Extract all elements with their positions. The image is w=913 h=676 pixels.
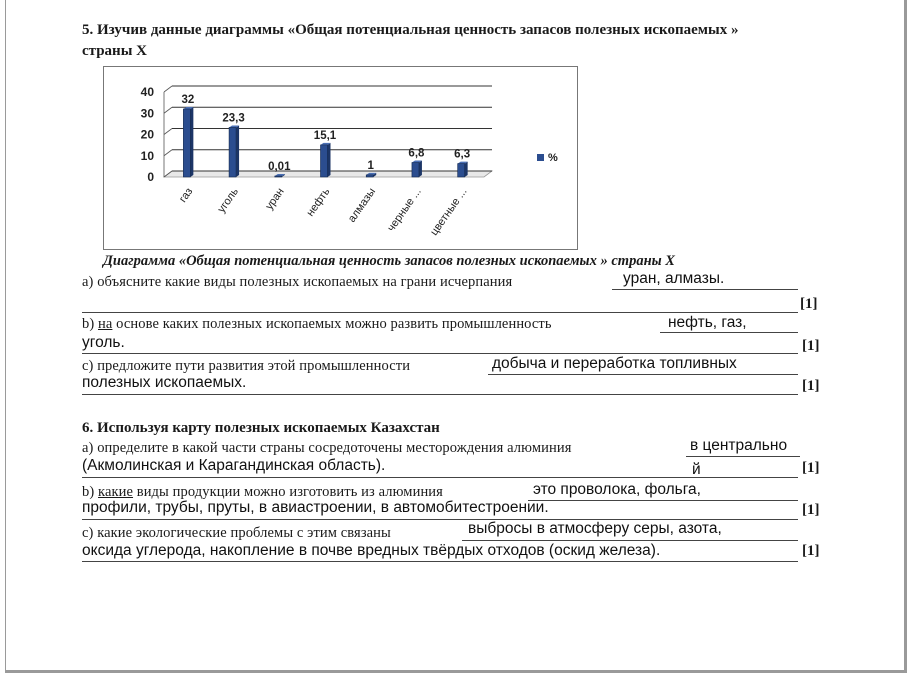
q6b-mark: [1] xyxy=(802,502,820,518)
bar-side xyxy=(236,125,239,177)
bar-side xyxy=(465,162,468,177)
x-tick-label: уголь xyxy=(215,185,242,216)
answer-line xyxy=(82,353,798,354)
legend-swatch xyxy=(537,154,544,161)
q6b-answer-2: профили, трубы, пруты, в авиастроении, в автомобитестроении. xyxy=(82,499,549,516)
q5c-answer-1: добыча и переработка топливных xyxy=(492,355,737,372)
data-label: 32 xyxy=(181,94,195,106)
q6c-mark: [1] xyxy=(802,543,820,559)
q6a-answer-2: (Акмолинская и Карагандинская область). xyxy=(82,457,386,474)
bar xyxy=(366,175,373,177)
q6b-rest: виды продукции можно изготовить из алюминия xyxy=(133,484,443,500)
bar-chart xyxy=(104,67,577,249)
q5b-mark: [1] xyxy=(802,338,820,354)
q5b-answer-2: уголь. xyxy=(82,334,125,351)
q5b-rest: основе каких полезных ископаемых можно развить промышленность xyxy=(112,316,552,332)
q6c-answer-2: оксида углерода, накопление в почве вредных твёрдых отходов (оскид железа). xyxy=(82,542,661,559)
q5b-prompt xyxy=(82,316,552,333)
q5b-answer-1: нефть, газ, xyxy=(668,314,747,331)
q5-title-line1: 5. Изучив данные диаграммы «Общая потенциальная ценность запасов полезных ископаемых » xyxy=(82,22,739,38)
q5b-prefix: b) xyxy=(82,316,99,332)
q6-title: 6. Используя карту полезных ископаемых Казахстан xyxy=(82,420,440,436)
gridline-side xyxy=(164,129,172,135)
y-tick-label: 20 xyxy=(140,127,154,142)
q6c-prompt: с) какие экологические проблемы с этим связаны xyxy=(82,525,391,541)
gridline-side xyxy=(164,86,172,92)
data-label: 6,8 xyxy=(408,147,425,160)
q5a-prompt: а) объясните какие виды полезных ископаемых на грани исчерпания xyxy=(82,274,513,290)
chart-box xyxy=(103,66,578,250)
q5a-answer: уран, алмазы. xyxy=(623,270,725,287)
data-label: 0,01 xyxy=(268,161,291,173)
x-tick-label: газ xyxy=(176,185,196,205)
q5c-mark: [1] xyxy=(802,378,820,394)
bar xyxy=(412,163,419,177)
q5a-mark: [1] xyxy=(800,296,818,312)
bar-side xyxy=(190,107,193,177)
bar-side xyxy=(328,143,331,177)
y-tick-label: 40 xyxy=(140,85,154,99)
answer-line xyxy=(82,312,798,313)
x-tick-label: черные ... xyxy=(385,185,424,234)
bar-side xyxy=(419,161,422,177)
bar xyxy=(458,164,465,177)
answer-line xyxy=(528,500,798,501)
x-tick-label: алмазы xyxy=(345,185,379,225)
q5b-underlined: на xyxy=(98,316,113,332)
q6a-mark: [1] xyxy=(802,460,820,476)
gridline-side xyxy=(164,150,172,156)
bar xyxy=(321,145,328,177)
data-label: 6,3 xyxy=(454,148,471,161)
y-tick-label: 0 xyxy=(147,170,154,184)
x-tick-label: нефть xyxy=(304,185,333,219)
data-label: 23,3 xyxy=(222,112,245,125)
q6b-underlined: какие xyxy=(98,484,134,500)
q6a-answer-1: в центрально xyxy=(690,437,788,454)
q6a-prompt: а) определите в какой части страны сосредоточены месторождения алюминия xyxy=(82,440,572,456)
bar xyxy=(275,176,282,177)
q6a-answer-3: й xyxy=(692,461,701,478)
q5c-answer-2: полезных ископаемых. xyxy=(82,374,247,391)
data-label: 1 xyxy=(367,159,374,172)
legend-label: % xyxy=(548,152,558,164)
answer-line xyxy=(660,332,798,333)
gridline-side xyxy=(164,107,172,113)
q6c-answer-1: выбросы в атмосферу серы, азота, xyxy=(468,520,722,537)
answer-line xyxy=(488,374,798,375)
q5c-prompt: с) предложите пути развития этой промышленности xyxy=(82,358,411,374)
answer-line xyxy=(686,456,800,457)
chart-caption: Диаграмма «Общая потенциальная ценность запасов полезных ископаемых » страны X xyxy=(103,253,675,269)
data-label: 15,1 xyxy=(313,129,337,142)
answer-line xyxy=(612,289,798,290)
answer-line xyxy=(82,477,798,478)
answer-line xyxy=(82,561,798,562)
y-tick-label: 30 xyxy=(140,106,154,121)
answer-line xyxy=(462,540,798,541)
q6b-answer-1: это проволока, фольга, xyxy=(533,481,701,498)
bar xyxy=(229,127,236,177)
bar xyxy=(183,109,190,177)
q6b-prefix: b) xyxy=(82,484,99,500)
q5-title-line2: страны X xyxy=(82,43,147,59)
answer-line xyxy=(82,394,798,395)
y-tick-label: 10 xyxy=(140,148,154,163)
x-tick-label: уран xyxy=(263,185,287,213)
x-tick-label: цветные ... xyxy=(428,185,470,238)
